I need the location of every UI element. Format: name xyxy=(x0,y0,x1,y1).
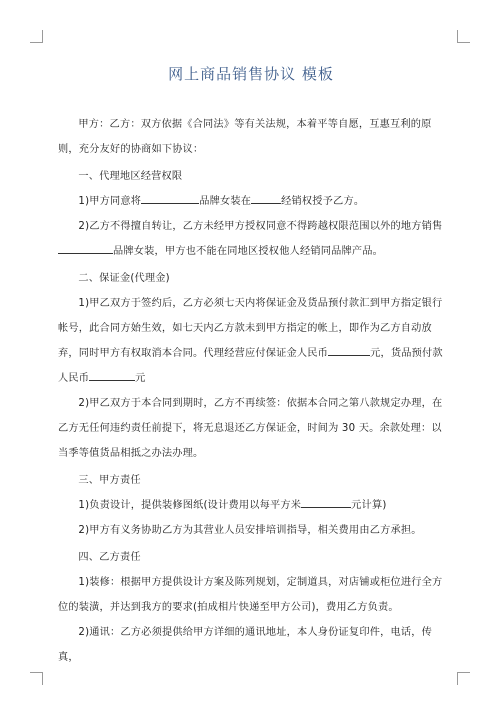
fill-blank xyxy=(301,497,351,508)
section-4-clause-2: 2)通讯：乙方必须提供给甲方详细的通讯地址，本人身份证复印件，电话，传真， xyxy=(58,627,433,663)
section-2-clause-1: 1)甲乙双方于签约后，乙方必须七天内将保证金及货品预付款汇到甲方指定银行帐号，此合同方始生效，如七天内乙方款未到甲方指定的帐上，即作为乙方自动放弃，同时甲方有权取消本合同。代理经营应付保证金人民币 元，货品预付款人民币 元 xyxy=(58,298,443,384)
crop-mark-top-left xyxy=(30,30,43,43)
crop-mark-bottom-left xyxy=(30,672,43,685)
document-title: 网上商品销售协议 模板 xyxy=(168,65,334,83)
section-4-heading: 四、乙方责任 xyxy=(78,552,141,563)
fill-blank xyxy=(328,345,370,356)
section-2-heading: 二、保证金(代理金) xyxy=(78,273,170,284)
section-1-clause-1: 1)甲方同意将 品牌女装在 经销权授予乙方。 xyxy=(58,189,444,214)
document-body xyxy=(58,62,444,670)
intro-paragraph: 甲方：乙方：双方依据《合同法》等有关法规，本着平等自愿，互惠互利的原则，充分友好的协商如下协议： xyxy=(58,119,432,155)
crop-mark-bottom-right xyxy=(457,672,470,685)
section-2-clause-2: 2)甲乙双方于本合同到期时，乙方不再续签：依据本合同之第八款规定办理，在乙方无任何违约责任前提下，将无息退还乙方保证金，时间为 30 天。余款处理：以当季等值货品相抵之办法办理。 xyxy=(58,398,443,459)
fill-blank xyxy=(251,193,281,204)
fill-blank xyxy=(58,243,113,254)
section-3-clause-2: 2)甲方有义务协助乙方为其营业人员安排培训指导，相关费用由乙方承担。 xyxy=(78,525,422,536)
fill-blank xyxy=(89,370,135,381)
section-3-clause-1: 1)负责设计，提供装修图纸(设计费用以每平方米 元计算) xyxy=(58,493,444,518)
section-4-clause-1: 1)装修：根据甲方提供设计方案及陈列规划，定制道具，对店铺或柜位进行全方位的装潢，并达到我方的要求(拍成相片快递至甲方公司)，费用乙方负责。 xyxy=(58,577,443,613)
section-3-heading: 三、甲方责任 xyxy=(78,475,141,486)
section-1-heading: 一、代理地区经营权限 xyxy=(78,171,183,182)
section-1-clause-2: 2)乙方不得擅自转让，乙方未经甲方授权同意不得跨越权限范围以外的地方销售品牌女装，甲方也不能在同地区授权他人经销同品牌产品。 xyxy=(58,214,444,264)
crop-mark-top-right xyxy=(457,30,470,43)
fill-blank xyxy=(141,193,199,204)
